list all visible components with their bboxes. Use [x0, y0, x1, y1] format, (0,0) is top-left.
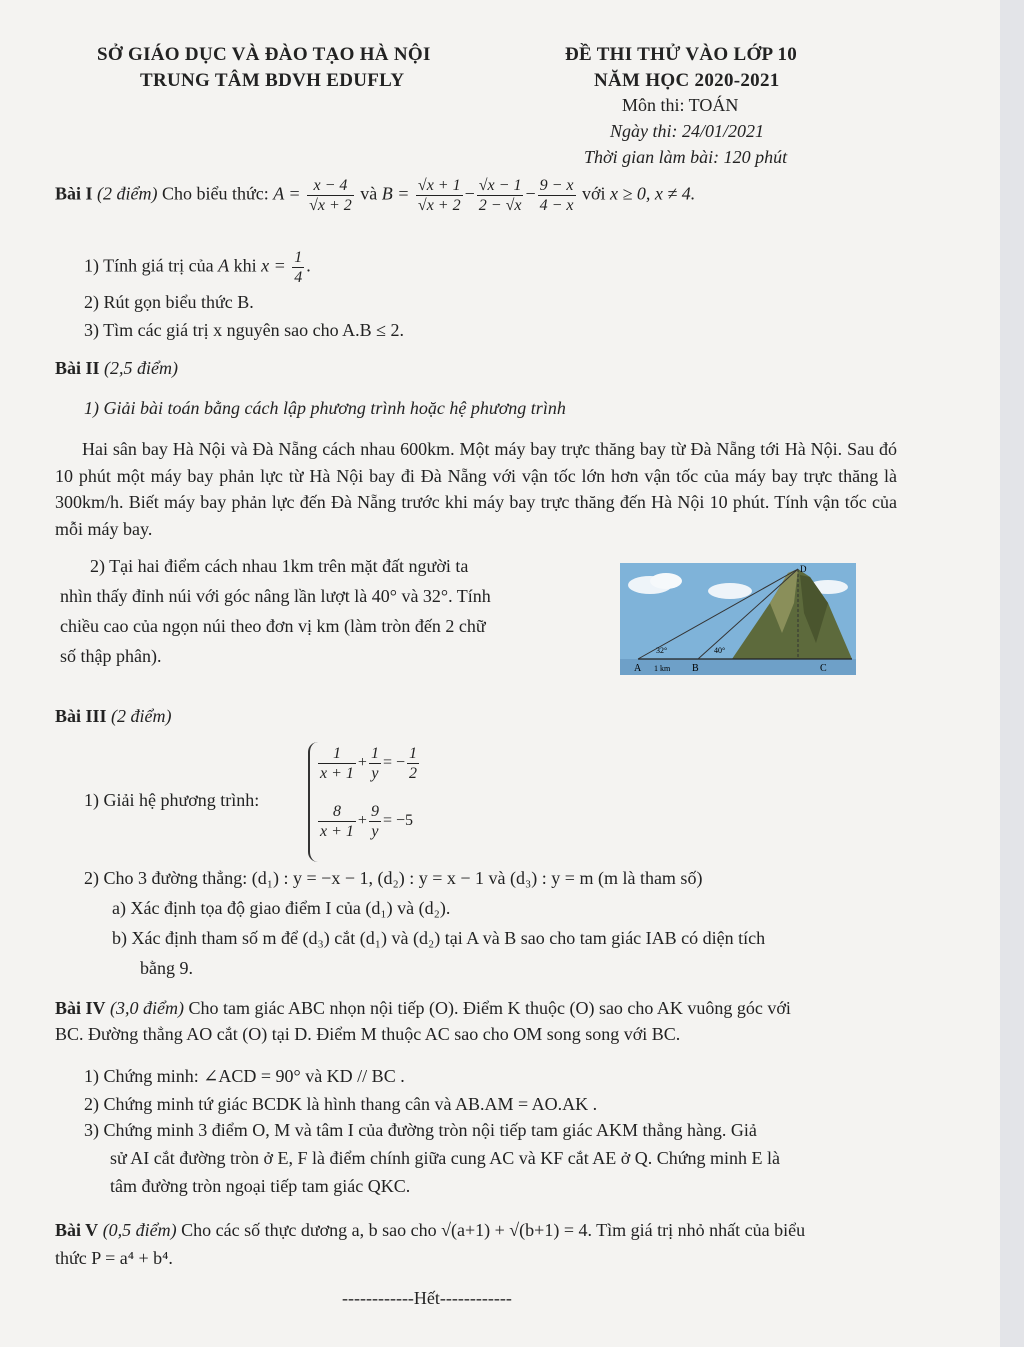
- bai4-line2: BC. Đường thẳng AO cắt (O) tại D. Điểm M thuộc AC sao cho OM song song với BC.: [55, 1024, 681, 1044]
- bai1-A-eq: A =: [273, 183, 301, 204]
- eq2-b-den: y: [371, 823, 379, 840]
- cloud-2: [708, 583, 752, 599]
- bai4-q3-line2: sử AI cắt đường tròn ở E, F là điểm chính giữa cung AC và KF cắt AE ở Q. Chứng minh E là: [110, 1148, 780, 1168]
- bai5-title: Bài V: [55, 1220, 99, 1240]
- bai3-q2: 2) Cho 3 đường thẳng: (d₁) : y = −x − 1, (d₂) : y = x − 1 và (d₃) : y = m (m là tham số): [84, 868, 703, 888]
- bai2-q2-line3: chiều cao của ngọn núi theo đơn vị km (làm tròn đến 2 chữ: [60, 616, 486, 636]
- bai1-q1-x: x =: [261, 255, 286, 276]
- bai2-q1: 1) Giải bài toán bằng cách lập phương trình hoặc hệ phương trình: [84, 398, 566, 418]
- bai3-points: (2 điểm): [111, 706, 172, 726]
- bai3-q2b-line2: bằng 9.: [140, 958, 193, 978]
- header-left-line1: SỞ GIÁO DỤC VÀ ĐÀO TẠO HÀ NỘI: [97, 44, 431, 65]
- bai4-q2: 2) Chứng minh tứ giác BCDK là hình thang cân và AB.AM = AO.AK .: [84, 1094, 598, 1114]
- bai1-cond-word: với: [582, 183, 606, 204]
- bai3-heading: [55, 706, 172, 727]
- bai5-line1-text: Cho các số thực dương a, b sao cho √(a+1) + √(b+1) = 4. Tìm giá trị nhỏ nhất của biểu: [181, 1220, 806, 1240]
- bai1-q1-num: 1: [294, 249, 303, 266]
- header-subject: Môn thi: TOÁN: [622, 95, 739, 115]
- label-D: D: [800, 564, 807, 574]
- bai1-q1: 1) Tính giá trị của A khi x = $\frac{1}{4}$ .: [84, 249, 311, 286]
- bai4-q3-line3: tâm đường tròn ngoại tiếp tam giác QKC.: [110, 1176, 411, 1196]
- bai1-A-frac: [307, 176, 354, 215]
- eq2-frac-a: [318, 802, 356, 841]
- bai2-points: (2,5 điểm): [104, 358, 179, 378]
- bai4-line1-text: Cho tam giác ABC nhọn nội tiếp (O). Điểm K thuộc (O) sao cho AK vuông góc với: [188, 998, 791, 1018]
- header-duration: Thời gian làm bài: 120 phút: [584, 147, 788, 167]
- system-brace: [308, 742, 427, 862]
- header-right-line2: NĂM HỌC 2020-2021: [594, 70, 780, 91]
- eq1-frac-a: [318, 744, 356, 783]
- label-A: A: [634, 663, 642, 674]
- bai1-B-f2-den: 2 − √x: [478, 197, 522, 214]
- bai5-points: (0,5 điểm): [102, 1220, 177, 1240]
- bai1-B-f2-num: √x − 1: [478, 177, 522, 194]
- bai2-problem: Hai sân bay Hà Nội và Đà Nẵng cách nhau 600km. Một máy bay trực thăng bay từ Đà Nẵng tới Hà Nội. Sau đó 10 phút một máy bay phản lực từ Hà Nội bay đi Đà Nẵng với vận tốc lớn hơn vận tốc của máy bay trực thăng là 300km/h. Biết máy bay phản lực đến Đà Nẵng trước khi máy bay trực thăng đến Hà Nội 10 phút. Tính vận tốc của mỗi máy bay.: [55, 439, 897, 539]
- bai3-system: [308, 742, 427, 862]
- eq2-frac-b: [369, 802, 381, 841]
- bai4-q3-line1: 3) Chứng minh 3 điểm O, M và tâm I của đường tròn nội tiếp tam giác AKM thẳng hàng. Giả: [84, 1120, 757, 1140]
- bai3-title: Bài III: [55, 706, 107, 726]
- bai1-q1-frac: [292, 248, 304, 287]
- bai1-B-f3-num: 9 − x: [539, 177, 574, 194]
- bai1-q1-text: 1) Tính giá trị của: [84, 255, 214, 276]
- bai3-q2b-line1: b) Xác định tham số m để (d₃) cắt (d₁) và (d₂) tại A và B sao cho tam giác IAB có diện tích: [112, 928, 766, 948]
- bai1-B-frac2: [477, 176, 524, 215]
- bai3-q1: 1) Giải hệ phương trình:: [84, 790, 260, 810]
- eq2-a-num: 8: [318, 802, 356, 822]
- bai2-q2-line4: số thập phân).: [60, 646, 162, 666]
- eq1-b-num: 1: [370, 745, 379, 762]
- label-C: C: [820, 663, 827, 674]
- header-date: Ngày thi: 24/01/2021: [610, 121, 764, 141]
- eq1-r-den: 2: [408, 765, 417, 782]
- bai5-line1: [55, 1220, 805, 1241]
- bai1-points: (2 điểm): [97, 183, 158, 204]
- header-right-line1: ĐỀ THI THỬ VÀO LỚP 10: [565, 44, 798, 65]
- bai4-title: Bài IV: [55, 998, 106, 1018]
- bai1-title: Bài I: [55, 183, 93, 204]
- bai1-statement: Bài I (2 điểm) Cho biểu thức: A = $\frac{x - 4}{√x + 2}$ và B = $\frac{√x + 1}{√x + 2}$ − $\frac{√x - 1}{2 - √x}$ − $\frac{9 - x}{4 - x}$ với x ≥ 0, x ≠ 4.: [55, 177, 696, 214]
- eq1-a-den: x + 1: [320, 765, 354, 782]
- bai1-B-frac1: [416, 176, 463, 215]
- bai1-and: và: [360, 183, 378, 204]
- angle-40: 40°: [714, 646, 726, 655]
- bai1-lead: Cho biểu thức:: [162, 183, 269, 204]
- angle-32: 32°: [656, 646, 668, 655]
- bai1-B-eq: B =: [381, 183, 410, 204]
- end-marker: ------------Hết------------: [342, 1288, 512, 1308]
- bai1-q2: 2) Rút gọn biểu thức B.: [84, 292, 254, 312]
- system-eq1: [316, 744, 421, 802]
- eq2-plus: +: [357, 812, 367, 830]
- header-left-line2: TRUNG TÂM BDVH EDUFLY: [140, 70, 405, 91]
- eq1-frac-r: [407, 744, 419, 783]
- bai4-line1: [55, 998, 791, 1019]
- eq2-eq: = −5: [382, 812, 413, 830]
- mountain-figure: [620, 563, 856, 675]
- bai2-q2-line1: 2) Tại hai điểm cách nhau 1km trên mặt đất người ta: [90, 556, 469, 576]
- eq1-eq: = −: [382, 754, 405, 772]
- bai1-B-f1-num: √x + 1: [417, 177, 461, 194]
- eq2-a-den: x + 1: [320, 823, 354, 840]
- eq1-a-num: 1: [318, 744, 356, 764]
- label-B: B: [692, 663, 699, 674]
- bai1-cond: x ≥ 0, x ≠ 4.: [610, 183, 696, 204]
- eq1-b-den: y: [371, 765, 379, 782]
- bai1-B-frac3: [538, 176, 576, 215]
- label-dist: 1 km: [654, 664, 671, 673]
- bai4-q1: 1) Chứng minh: ∠ACD = 90° và KD // BC .: [84, 1066, 405, 1086]
- bai1-B-f1-den: √x + 2: [417, 197, 461, 214]
- eq1-frac-b: [369, 744, 381, 783]
- bai1-A-num: x − 4: [307, 176, 354, 196]
- bai2-heading: [55, 358, 178, 379]
- eq1-r-num: 1: [408, 745, 417, 762]
- bai1-A-den: √x + 2: [309, 197, 352, 214]
- bai4-points: (3,0 điểm): [110, 998, 184, 1018]
- bai1-q1-var: A: [218, 255, 230, 276]
- right-margin: [1000, 0, 1024, 1347]
- bai2-title: Bài II: [55, 358, 100, 378]
- bai1-q1-den: 4: [294, 269, 303, 286]
- eq1-plus: +: [357, 754, 367, 772]
- system-eq2: [316, 802, 421, 860]
- bai2-q2-line2: nhìn thấy đỉnh núi với góc nâng lần lượt là 40° và 32°. Tính: [60, 586, 491, 606]
- eq2-b-num: 9: [370, 803, 379, 820]
- cloud-1b: [650, 573, 682, 589]
- bai3-q2a: a) Xác định tọa độ giao điểm I của (d₁) và (d₂).: [112, 898, 451, 918]
- bai1-B-f3-den: 4 − x: [539, 197, 574, 214]
- bai5-line2: thức P = a⁴ + b⁴.: [55, 1248, 173, 1268]
- bai1-q1-when: khi: [233, 255, 257, 276]
- bai1-q3: 3) Tìm các giá trị x nguyên sao cho A.B ≤ 2.: [84, 320, 404, 340]
